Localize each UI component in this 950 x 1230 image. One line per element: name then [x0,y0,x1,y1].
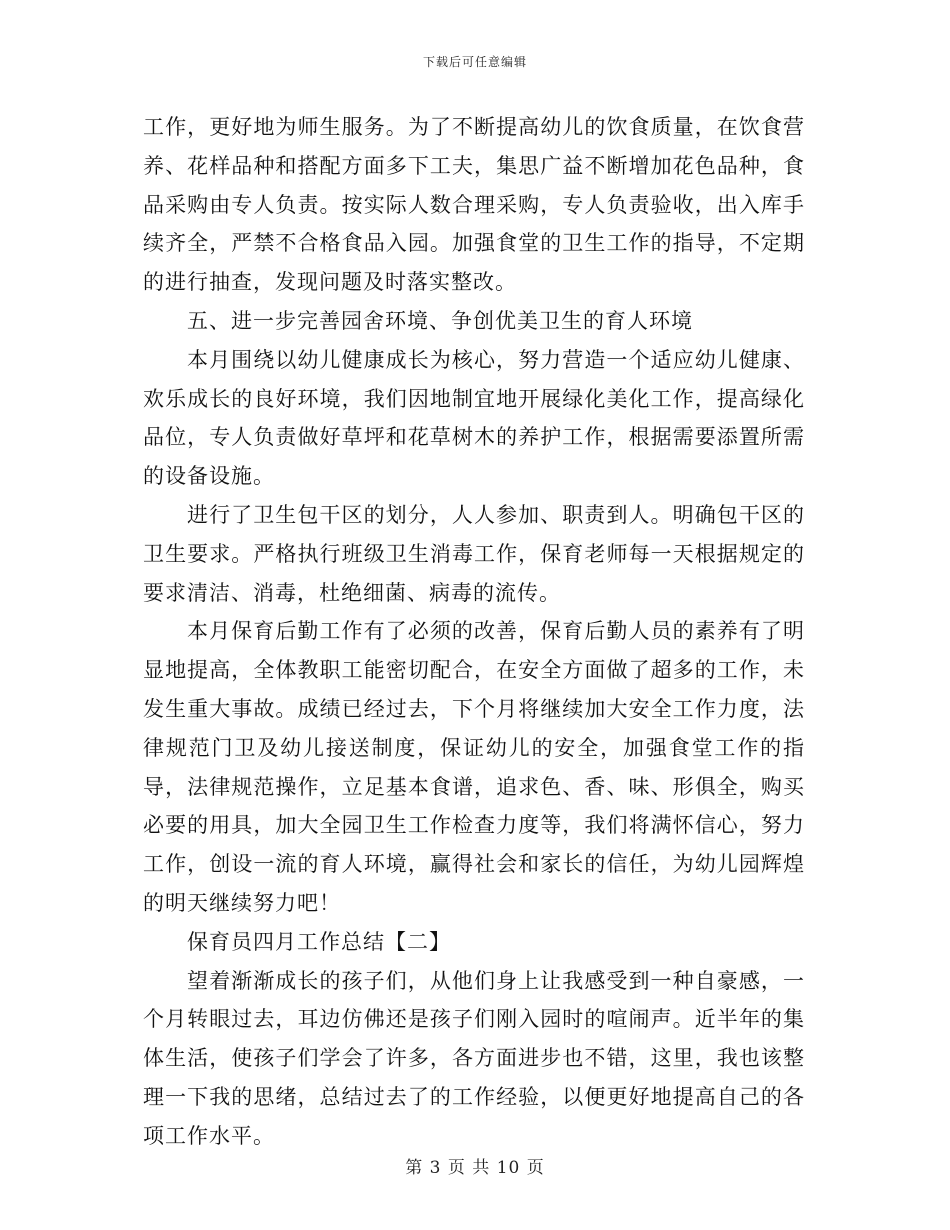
paragraph-continuation: 工作，更好地为师生服务。为了不断提高幼儿的饮食质量，在饮食营养、花样品种和搭配方面多下工夫，集思广益不断增加花色品种，食品采购由专人负责。按实际人数合理采购，专人负责验收，出入库手续齐全，严禁不合格食品入园。加强食堂的卫生工作的指导，不定期的进行抽查，发现问题及时落实整改。 [143,115,805,295]
paragraph: 本月保育后勤工作有了必须的改善，保育后勤人员的素养有了明显地提高，全体教职工能密切配合，在安全方面做了超多的工作，未发生重大事故。成绩已经过去，下个月将继续加大安全工作力度，法律规范门卫及幼儿接送制度，保证幼儿的安全，加强食堂工作的指导，法律规范操作，立足基本食谱，追求色、香、味、形俱全，购买必要的用具，加大全园卫生工作检查力度等，我们将满怀信心，努力工作，创设一流的育人环境，赢得社会和家长的信任，为幼儿园辉煌的明天继续努力吧！ [143,619,805,915]
paragraph: 进行了卫生包干区的划分，人人参加、职责到人。明确包干区的卫生要求。严格执行班级卫生消毒工作，保育老师每一天根据规定的要求清洁、消毒，杜绝细菌、病毒的流传。 [143,502,805,605]
document-body [143,108,805,1156]
page-number: 第 3 页 共 10 页 [405,1158,545,1178]
section-heading: 五、进一步完善园舍环境、争创优美卫生的育人环境 [187,308,693,333]
header-note: 下载后可任意编辑 [422,55,527,69]
section-heading: 保育员四月工作总结【二】 [187,929,451,954]
paragraph: 本月围绕以幼儿健康成长为核心，努力营造一个适应幼儿健康、欢乐成长的良好环境，我们因地制宜地开展绿化美化工作，提高绿化品位，专人负责做好草坪和花草树木的养护工作，根据需要添置所需的设备设施。 [143,347,805,489]
paragraph: 望着渐渐成长的孩子们，从他们身上让我感受到一种自豪感，一个月转眼过去，耳边仿佛还是孩子们刚入园时的喧闹声。近半年的集体生活，使孩子们学会了许多，各方面进步也不错，这里，我也该整理一下我的思绪，总结过去了的工作经验，以便更好地提高自己的各项工作水平。 [143,968,805,1148]
